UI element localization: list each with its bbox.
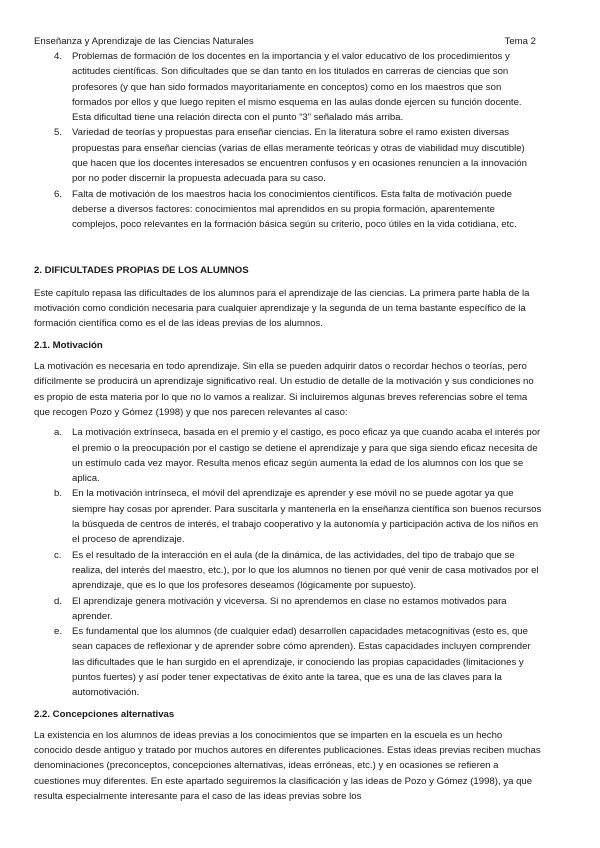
list-item-text: La motivación extrínseca, basada en el premio y el castigo, es poco eficaz ya que cuando acaba el interés por el premio o la preocupación por el castigo se detiene el aprendizaje y para que siga siendo eficaz necesita de un estímulo cada vez mayor. Resulta menos eficaz según aumenta la edad de los alumnos con los que se aplica. [72, 427, 541, 485]
list-item-text: Variedad de teorías y propuestas para enseñar ciencias. En la literatura sobre el ramo existen diversas propuestas para enseñar ciencias (varias de ellas meramente teóricas y otras de viabilidad muy discutible) que hacen que los docentes interesados se encuentren confusos y en ocasiones renuncien a la innovación por no poder discernir la propuesta adecuada para su caso. [72, 127, 527, 185]
list-item [34, 486, 542, 547]
list-item [34, 594, 542, 625]
list-item [34, 548, 542, 594]
list-marker: 5. [54, 127, 63, 139]
document-body [34, 49, 542, 804]
list-marker: 6. [54, 188, 63, 200]
section-heading: 2. DIFICULTADES PROPIAS DE LOS ALUMNOS [34, 264, 249, 276]
list-item [34, 187, 542, 233]
problems-list [34, 49, 542, 233]
paragraph: Este capítulo repasa las dificultades de los alumnos para el aprendizaje de las ciencias. La primera parte habla de la motivación como condición necesaria para cualquier aprendizaje y la segunda de un tema bastante específico de la formación científica como es el de las ideas previas de los alumnos. [34, 287, 530, 330]
list-item-text: El aprendizaje genera motivación y viceversa. Si no aprendemos en clase no estamos motivados para aprender. [72, 595, 507, 622]
paragraph: La motivación es necesaria en todo aprendizaje. Sin ella se pueden adquirir datos o recordar hechos o teorías, pero difícilmente se producirá un aprendizaje significativo real. Un estudio de detalle de la motivación y sus condiciones no es propio de esta materia por lo que no lo vamos a realizar. Si incluiremos algunas breves referencias sobre el tema que recogen Pozo y Gómez (1998) y que nos parecen relevantes al caso: [34, 361, 534, 418]
list-marker: 4. [54, 51, 63, 62]
header-topic: Tema 2 [504, 36, 536, 47]
list-item [34, 49, 542, 125]
list-marker: a. [54, 427, 63, 439]
header-title: Enseñanza y Aprendizaje de las Ciencias Naturales [34, 36, 254, 47]
list-item [34, 624, 542, 700]
subsection-heading: 2.1. Motivación [34, 339, 103, 351]
list-item-text: Es fundamental que los alumnos (de cualquier edad) desarrollen capacidades metacognitivas (esto es, que sean capaces de reflexionar y de aprender sobre cómo aprenden). Estas capacidades incluyen comprender las dificultades que le han surgido en el aprendizaje, ir conociendo las propias capacidades (limitaciones y puntos fuertes) y así poder tener expectativas de éxito ante la tarea, que es una de las claves para la automotivación. [72, 626, 531, 699]
list-marker: c. [54, 549, 62, 561]
list-item-text: Falta de motivación de los maestros hacia los conocimientos científicos. Esta falta de motivación puede deberse a diversos factores: conocimientos mal aprendidos en su propia formación, aparentemente complejos, poco relevantes en la formación básica según su criterio, poco útiles en la vida cotidiana, etc. [72, 188, 517, 231]
list-item [34, 425, 542, 486]
running-header [34, 35, 536, 49]
list-marker: d. [54, 595, 63, 607]
subsection-heading: 2.2. Concepciones alternativas [34, 708, 175, 720]
list-marker: b. [54, 488, 63, 500]
list-item-text: Es el resultado de la interacción en el aula (de la dinámica, de las actividades, del tipo de trabajo que se realiza, del interés del maestro, etc.), por lo que los alumnos no tienen por qué venir de casa motivados por el aprendizaje, que es lo que los profesores deseamos (lógicamente por supuesto). [72, 549, 539, 592]
list-item-text: Problemas de formación de los docentes en la importancia y el valor educativo de los procedimientos y actitudes científicas. Son dificultades que se dan tanto en los titulados en carreras de ciencias que son profesores (y que han sido formados mayoritariamente en conceptos) como en los maestros que son formados por ellos y que luego repiten el mismo esquema en las aulas donde ejercen su función docente. Esta dificultad tiene una relación directa con el punto “3” señalado más arriba. [72, 51, 522, 124]
list-marker: e. [54, 626, 63, 638]
list-item-text: En la motivación intrínseca, el móvil del aprendizaje es aprender y ese móvil no se puede agotar ya que siempre hay cosas por aprender. Para suscitarla y mantenerla en la enseñanza científica son buenos recursos la búsqueda de centros de interés, el trabajo cooperativo y la autonomía y participación activa de los niños en el proceso de aprendizaje. [72, 488, 542, 546]
list-item [34, 125, 542, 186]
paragraph: La existencia en los alumnos de ideas previas a los conocimientos que se imparten en la escuela es un hecho conocido desde antiguo y tratado por muchos autores en diferentes publicaciones. Estas ideas previas reciben muchas denominaciones (preconceptos, concepciones alternativas, ideas erróneas, etc.) y en ocasiones se refieren a cuestiones muy diferentes. En este apartado seguiremos la clasificación y las ideas de Pozo y Gómez (1998), ya que resulta especialmente interesante para el caso de las ideas previas sobre los [34, 729, 541, 803]
motivation-list [34, 425, 542, 700]
